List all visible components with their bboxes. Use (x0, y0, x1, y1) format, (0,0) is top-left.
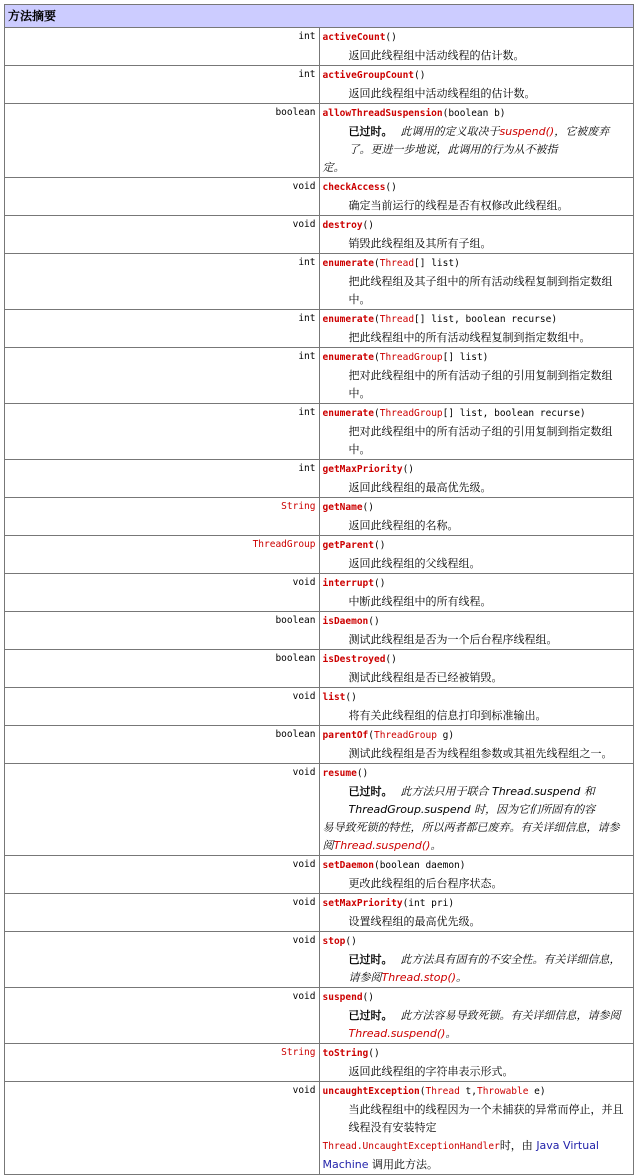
description-text: 调用此方法。 (372, 1158, 439, 1171)
method-description: 中断此线程组中的所有线程。 (348, 595, 492, 608)
method-cell (319, 726, 634, 764)
method-link-checkAccess[interactable]: checkAccess (322, 182, 386, 193)
method-description: 返回此线程组的字符串表示形式。 (348, 1065, 514, 1078)
return-type: void (5, 856, 320, 894)
method-row-activeGroupCount (5, 66, 634, 104)
method-cell (319, 1082, 634, 1175)
method-params: (boolean b) (442, 108, 506, 119)
method-link-activeGroupCount[interactable]: activeGroupCount (322, 70, 415, 81)
deprecation-text: 。 (445, 1027, 457, 1040)
return-type: void (5, 688, 320, 726)
param-type-link[interactable]: ThreadGroup (374, 730, 437, 741)
method-row-isDestroyed (5, 650, 634, 688)
method-link-getName[interactable]: getName (322, 502, 363, 513)
method-params: [] list) (442, 352, 489, 363)
deprecation-text: 此方法容易导致死锁。有关详细信息，请参阅 (400, 1009, 621, 1022)
method-cell (319, 574, 634, 612)
method-cell (319, 932, 634, 988)
method-summary-table (4, 4, 634, 1175)
method-link-destroy[interactable]: destroy (322, 220, 363, 231)
method-description: 把对此线程组中的所有活动子组的引用复制到指定数组中。 (348, 369, 613, 400)
method-params: [] list) (414, 258, 460, 269)
method-description: 把此线程组及其子组中的所有活动线程复制到指定数组中。 (348, 275, 613, 306)
deprecation-text: ，它被废弃了。更进一步地说，此调用的行为从不被指 (348, 125, 610, 156)
return-type: void (5, 988, 320, 1044)
param-type-link[interactable]: Throwable (476, 1086, 529, 1097)
deprecated-label: 已过时。 (348, 953, 393, 966)
method-cell (319, 536, 634, 574)
method-row-list (5, 688, 634, 726)
deprecated-label: 已过时。 (348, 1009, 393, 1022)
method-description: 返回此线程组中活动线程的估计数。 (348, 49, 525, 62)
table-header-row (5, 5, 634, 28)
method-row-enumerate (5, 254, 634, 310)
return-type: boolean (5, 650, 320, 688)
method-params: () (345, 936, 357, 947)
method-params: () (362, 992, 374, 1003)
method-description: 返回此线程组的最高优先级。 (348, 481, 492, 494)
method-cell (319, 310, 634, 348)
method-link-getParent[interactable]: getParent (322, 540, 374, 551)
method-cell (319, 650, 634, 688)
method-link-stop[interactable]: stop (322, 936, 346, 947)
method-link-interrupt[interactable]: interrupt (322, 578, 374, 589)
method-cell (319, 28, 634, 66)
return-type: int (5, 310, 320, 348)
method-cell (319, 856, 634, 894)
method-cell (319, 894, 634, 932)
method-description: 返回此线程组的父线程组。 (348, 557, 481, 570)
method-cell (319, 498, 634, 536)
method-description: 返回此线程组中活动线程组的估计数。 (348, 87, 536, 100)
method-description: 测试此线程组是否已经被销毁。 (348, 671, 503, 684)
deprecated-label: 已过时。 (348, 785, 393, 798)
method-row-suspend (5, 988, 634, 1044)
method-description: 销毁此线程组及其所有子组。 (348, 237, 492, 250)
param-type-link[interactable]: Thread (379, 314, 415, 325)
method-params: g) (436, 730, 455, 741)
method-link-resume[interactable]: resume (322, 768, 357, 779)
method-description (323, 1101, 631, 1174)
method-params: () (385, 654, 397, 665)
description-text: 时，由 (499, 1139, 533, 1152)
method-cell (319, 1044, 634, 1082)
method-link-enumerate[interactable]: enumerate (322, 352, 374, 363)
return-type-link[interactable]: String (5, 1044, 320, 1082)
method-description: 测试此线程组是否为线程组参数或其祖先线程组之一。 (348, 747, 613, 760)
method-params: () (373, 540, 386, 551)
return-type-link[interactable]: String (5, 498, 320, 536)
return-type: int (5, 66, 320, 104)
deprecated-label: 已过时。 (348, 125, 393, 138)
return-type: void (5, 932, 320, 988)
link-suspend[interactable]: suspend() (499, 125, 555, 138)
method-cell (319, 612, 634, 650)
method-params: () (362, 220, 374, 231)
method-params: ( (368, 730, 374, 741)
param-type-link[interactable]: ThreadGroup (379, 352, 443, 363)
method-description: 将有关此线程组的信息打印到标准输出。 (348, 709, 547, 722)
method-link-allowThreadSuspension[interactable]: allowThreadSuspension (322, 108, 443, 119)
method-row-uncaughtException (5, 1082, 634, 1175)
method-row-enumerate (5, 404, 634, 460)
method-params: ( (373, 352, 380, 363)
return-type-link[interactable]: ThreadGroup (5, 536, 320, 574)
method-description: 确定当前运行的线程是否有权修改此线程组。 (348, 199, 569, 212)
deprecation-text: 此方法只用于联合 Thread.suspend 和 ThreadGroup.suspend 时，因为它们所固有的容 (348, 785, 596, 816)
method-cell (319, 404, 634, 460)
return-type: int (5, 28, 320, 66)
method-link-uncaughtException[interactable]: uncaughtException (322, 1086, 420, 1097)
return-type: boolean (5, 104, 320, 178)
method-params: ( (373, 258, 380, 269)
method-params: () (368, 616, 380, 627)
return-type: void (5, 574, 320, 612)
method-params: ( (419, 1086, 426, 1097)
method-params: () (402, 464, 415, 475)
method-description: 把此线程组中的所有活动线程复制到指定数组中。 (348, 331, 591, 344)
deprecation-text: 定。 (322, 161, 345, 174)
method-params: (boolean daemon) (373, 860, 466, 871)
return-type: int (5, 348, 320, 404)
method-row-checkAccess (5, 178, 634, 216)
method-cell (319, 104, 634, 178)
method-params: [] list, boolean recurse) (414, 314, 558, 325)
method-row-allowThreadSuspension (5, 104, 634, 178)
method-description: 测试此线程组是否为一个后台程序线程组。 (348, 633, 558, 646)
method-description: 返回此线程组的名称。 (348, 519, 459, 532)
method-row-stop (5, 932, 634, 988)
return-type: boolean (5, 612, 320, 650)
method-cell (319, 348, 634, 404)
deprecation-text: 此方法具有固有的不安全性。有关详细信息，请参阅 (348, 953, 621, 984)
method-link-isDaemon[interactable]: isDaemon (322, 616, 369, 627)
param-type-link[interactable]: ThreadGroup (379, 408, 443, 419)
method-link-toString[interactable]: toString (322, 1048, 369, 1059)
method-row-getName (5, 498, 634, 536)
method-link-list[interactable]: list (322, 692, 346, 703)
deprecation-note (323, 123, 631, 177)
method-link-enumerate[interactable]: enumerate (322, 408, 374, 419)
method-params: () (385, 182, 397, 193)
method-description: 设置线程组的最高优先级。 (348, 915, 481, 928)
method-params: () (414, 70, 426, 81)
return-type: int (5, 404, 320, 460)
method-row-toString (5, 1044, 634, 1082)
link-thread-suspend[interactable]: Thread.suspend() (333, 839, 431, 852)
table-header: 方法摘要 (5, 5, 634, 28)
method-params: () (368, 1048, 380, 1059)
deprecation-note (323, 951, 631, 987)
method-link-isDestroyed[interactable]: isDestroyed (322, 654, 386, 665)
method-cell (319, 764, 634, 856)
method-row-enumerate (5, 310, 634, 348)
method-cell (319, 988, 634, 1044)
method-row-destroy (5, 216, 634, 254)
deprecation-note (323, 1007, 631, 1043)
method-params: e) (528, 1086, 546, 1097)
method-params: ( (373, 314, 380, 325)
method-params: (int pri) (402, 898, 455, 909)
method-link-suspend[interactable]: suspend (322, 992, 363, 1003)
method-cell (319, 216, 634, 254)
method-params: () (345, 692, 357, 703)
method-link-enumerate[interactable]: enumerate (322, 258, 374, 269)
method-row-interrupt (5, 574, 634, 612)
method-link-setDaemon[interactable]: setDaemon (322, 860, 374, 871)
deprecation-text: 此调用的定义取决于 (400, 125, 500, 138)
method-params: () (356, 768, 369, 779)
deprecation-text: 。 (456, 971, 468, 984)
return-type: void (5, 216, 320, 254)
method-link-setMaxPriority[interactable]: setMaxPriority (322, 898, 403, 909)
method-link-enumerate[interactable]: enumerate (322, 314, 374, 325)
method-link-activeCount[interactable]: activeCount (322, 32, 386, 43)
method-cell (319, 178, 634, 216)
method-row-resume (5, 764, 634, 856)
method-params: () (385, 32, 397, 43)
method-row-enumerate (5, 348, 634, 404)
method-row-isDaemon (5, 612, 634, 650)
method-description: 把对此线程组中的所有活动子组的引用复制到指定数组中。 (348, 425, 613, 456)
method-cell (319, 460, 634, 498)
method-row-parentOf (5, 726, 634, 764)
method-row-getParent (5, 536, 634, 574)
jvm-text: Java Virtual Machine (322, 1139, 599, 1171)
return-type: int (5, 460, 320, 498)
return-type: void (5, 894, 320, 932)
param-type-link[interactable]: Thread (379, 258, 415, 269)
method-params: [] list, boolean recurse) (442, 408, 586, 419)
method-row-getMaxPriority (5, 460, 634, 498)
method-row-setMaxPriority (5, 894, 634, 932)
return-type: void (5, 764, 320, 856)
method-cell (319, 254, 634, 310)
method-cell (319, 66, 634, 104)
method-cell (319, 688, 634, 726)
param-type-link[interactable]: Thread (425, 1086, 460, 1097)
return-type: boolean (5, 726, 320, 764)
return-type: void (5, 178, 320, 216)
method-params: () (373, 578, 386, 589)
return-type: int (5, 254, 320, 310)
method-params: ( (373, 408, 380, 419)
deprecation-text: 。 (430, 839, 442, 852)
link-thread-suspend[interactable]: Thread.suspend() (348, 1027, 446, 1040)
method-row-setDaemon (5, 856, 634, 894)
method-row-activeCount (5, 28, 634, 66)
deprecation-note (323, 783, 631, 855)
deprecation-text: 易导致死锁的特性，所以两者都已废弃。有关详细信息，请参阅 (322, 821, 620, 852)
return-type: void (5, 1082, 320, 1175)
link-uncaught-exception-handler[interactable]: Thread.UncaughtExceptionHandler (322, 1141, 500, 1152)
method-link-parentOf[interactable]: parentOf (322, 730, 369, 741)
method-params: () (362, 502, 374, 513)
description-text: 当此线程组中的线程因为一个未捕获的异常而停止，并且线程没有安装特定 (348, 1103, 624, 1134)
method-link-getMaxPriority[interactable]: getMaxPriority (322, 464, 403, 475)
method-description: 更改此线程组的后台程序状态。 (348, 877, 503, 890)
method-params: t, (459, 1086, 477, 1097)
link-thread-stop[interactable]: Thread.stop() (381, 971, 457, 984)
